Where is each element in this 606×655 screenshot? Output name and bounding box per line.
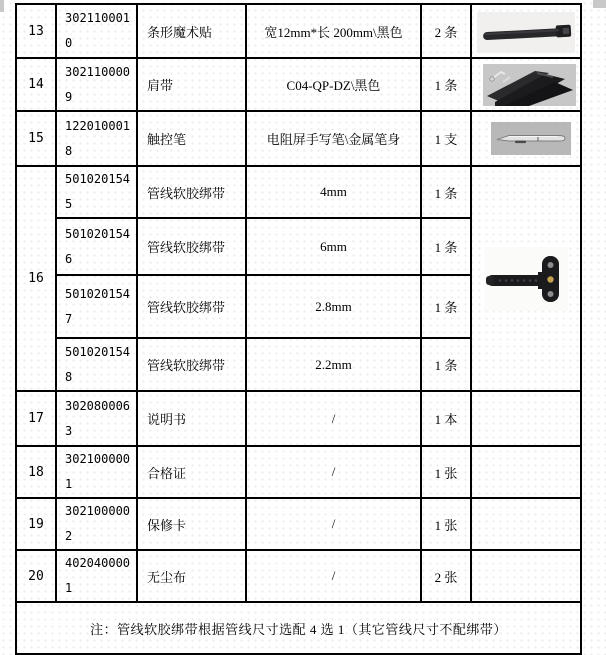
table-row-note xyxy=(16,602,581,654)
part-name: 触控笔 xyxy=(137,111,246,166)
stylus-pen-photo xyxy=(491,122,571,155)
part-qty: 1 条 xyxy=(421,338,471,391)
part-name: 条形魔术贴 xyxy=(137,4,246,58)
part-code: 5010201547 xyxy=(56,275,137,338)
footnote: 注：管线软胶绑带根据管线尺寸选配 4 选 1（其它管线尺寸不配绑带） xyxy=(16,602,581,654)
row-number: 20 xyxy=(16,550,56,602)
part-code: 3021000002 xyxy=(56,498,137,550)
part-spec: 电阻屏手写笔\金属笔身 xyxy=(246,111,421,166)
row-number: 19 xyxy=(16,498,56,550)
part-photo-cell xyxy=(471,4,581,58)
part-name: 肩带 xyxy=(137,58,246,111)
row-number: 18 xyxy=(16,446,56,498)
part-spec: 2.8mm xyxy=(246,275,421,338)
part-qty: 1 本 xyxy=(421,391,471,446)
part-code: 5010201546 xyxy=(56,218,137,275)
part-code: 3021100010 xyxy=(56,4,137,58)
part-photo-cell xyxy=(471,58,581,111)
part-code: 3021100009 xyxy=(56,58,137,111)
part-name: 管线软胶绑带 xyxy=(137,275,246,338)
ui-fragment-top-left xyxy=(0,0,4,12)
part-spec: 2.2mm xyxy=(246,338,421,391)
part-spec: 6mm xyxy=(246,218,421,275)
table-row-18 xyxy=(16,446,581,498)
part-code: 5010201548 xyxy=(56,338,137,391)
table-row-14 xyxy=(16,58,581,111)
parts-table xyxy=(15,3,582,655)
part-qty: 1 条 xyxy=(421,166,471,218)
part-qty: 2 条 xyxy=(421,4,471,58)
part-name: 保修卡 xyxy=(137,498,246,550)
part-qty: 1 张 xyxy=(421,498,471,550)
part-spec: / xyxy=(246,498,421,550)
part-code: 3020800063 xyxy=(56,391,137,446)
part-spec: / xyxy=(246,391,421,446)
part-name: 管线软胶绑带 xyxy=(137,166,246,218)
part-code: 4020400001 xyxy=(56,550,137,602)
part-code: 5010201545 xyxy=(56,166,137,218)
part-name: 说明书 xyxy=(137,391,246,446)
part-photo-cell xyxy=(471,446,581,498)
part-photo-cell xyxy=(471,166,581,391)
row-number: 14 xyxy=(16,58,56,111)
part-spec: C04-QP-DZ\黑色 xyxy=(246,58,421,111)
part-spec: 宽12mm*长 200mm\黑色 xyxy=(246,4,421,58)
part-code: 3021000001 xyxy=(56,446,137,498)
row-number: 15 xyxy=(16,111,56,166)
table-row-19 xyxy=(16,498,581,550)
part-photo-cell xyxy=(471,498,581,550)
part-name: 管线软胶绑带 xyxy=(137,218,246,275)
parts-table-wrapper xyxy=(15,3,582,655)
table-row-20 xyxy=(16,550,581,602)
part-photo-cell xyxy=(471,550,581,602)
part-photo-cell xyxy=(471,391,581,446)
part-name: 合格证 xyxy=(137,446,246,498)
table-row-15 xyxy=(16,111,581,166)
shoulder-strap-photo xyxy=(483,64,576,106)
cable-tie-photo xyxy=(484,247,568,311)
part-spec: / xyxy=(246,550,421,602)
part-qty: 1 支 xyxy=(421,111,471,166)
part-qty: 1 条 xyxy=(421,58,471,111)
row-number: 17 xyxy=(16,391,56,446)
part-qty: 2 张 xyxy=(421,550,471,602)
part-spec: 4mm xyxy=(246,166,421,218)
table-row-13 xyxy=(16,4,581,58)
part-code: 1220100018 xyxy=(56,111,137,166)
ui-fragment-top-right xyxy=(593,0,606,8)
row-number: 13 xyxy=(16,4,56,58)
part-qty: 1 条 xyxy=(421,275,471,338)
velcro-strap-photo xyxy=(477,12,575,53)
table-row-17 xyxy=(16,391,581,446)
part-name: 管线软胶绑带 xyxy=(137,338,246,391)
part-spec: / xyxy=(246,446,421,498)
part-photo-cell xyxy=(471,111,581,166)
part-qty: 1 张 xyxy=(421,446,471,498)
row-number: 16 xyxy=(16,166,56,391)
table-row-16a xyxy=(16,166,581,218)
part-qty: 1 条 xyxy=(421,218,471,275)
part-name: 无尘布 xyxy=(137,550,246,602)
